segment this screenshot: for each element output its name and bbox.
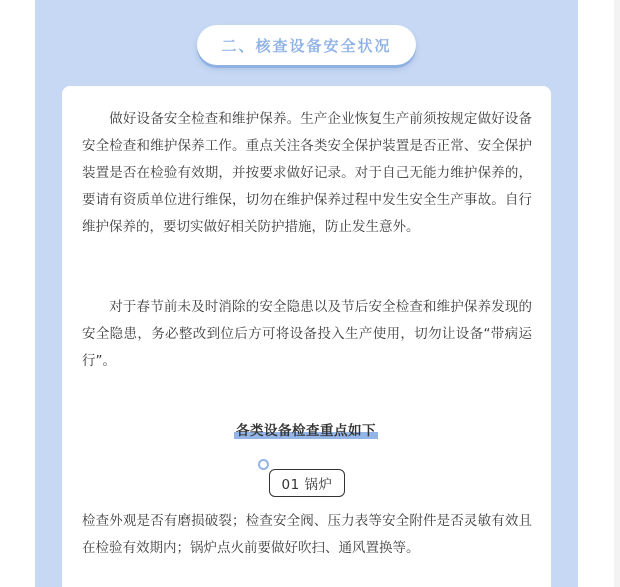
subheading-block	[0, 419, 620, 439]
section-title: 二、核查设备安全状况	[221, 36, 392, 55]
paragraph-boiler-check: 检查外观是否有磨损破裂；检查安全阀、压力表等安全附件是否灵敏有效且在检验有效期内；锅炉点火前要做好吹扫、通风置换等。	[82, 513, 532, 556]
section-title-pill	[197, 25, 416, 65]
circle-dot-icon	[258, 459, 269, 470]
paragraph-maintenance: 做好设备安全检查和维护保养。生产企业恢复生产前须按规定做好设备安全检查和维护保养工作。重点关注各类安全保护装置是否正常、安全保护装置是否在检验有效期，并按要求做好记录。对于自己无能力维护保养的，要请有资质单位进行维保，切勿在维护保养过程中发生安全生产事故。自行维护保养的，要切实做好相关防护措施，防止发生意外。	[82, 111, 532, 235]
paragraph-hazards: 对于春节前未及时消除的安全隐患以及节后安全检查和维护保养发现的安全隐患，务必整改到位后方可将设备投入生产使用，切勿让设备“带病运行”。	[82, 299, 532, 369]
subheading: 各类设备检查重点如下	[236, 423, 376, 439]
page-right-edge	[614, 0, 620, 587]
subheading-highlight	[236, 419, 376, 439]
item-label-boiler: 01 锅炉	[269, 469, 345, 497]
